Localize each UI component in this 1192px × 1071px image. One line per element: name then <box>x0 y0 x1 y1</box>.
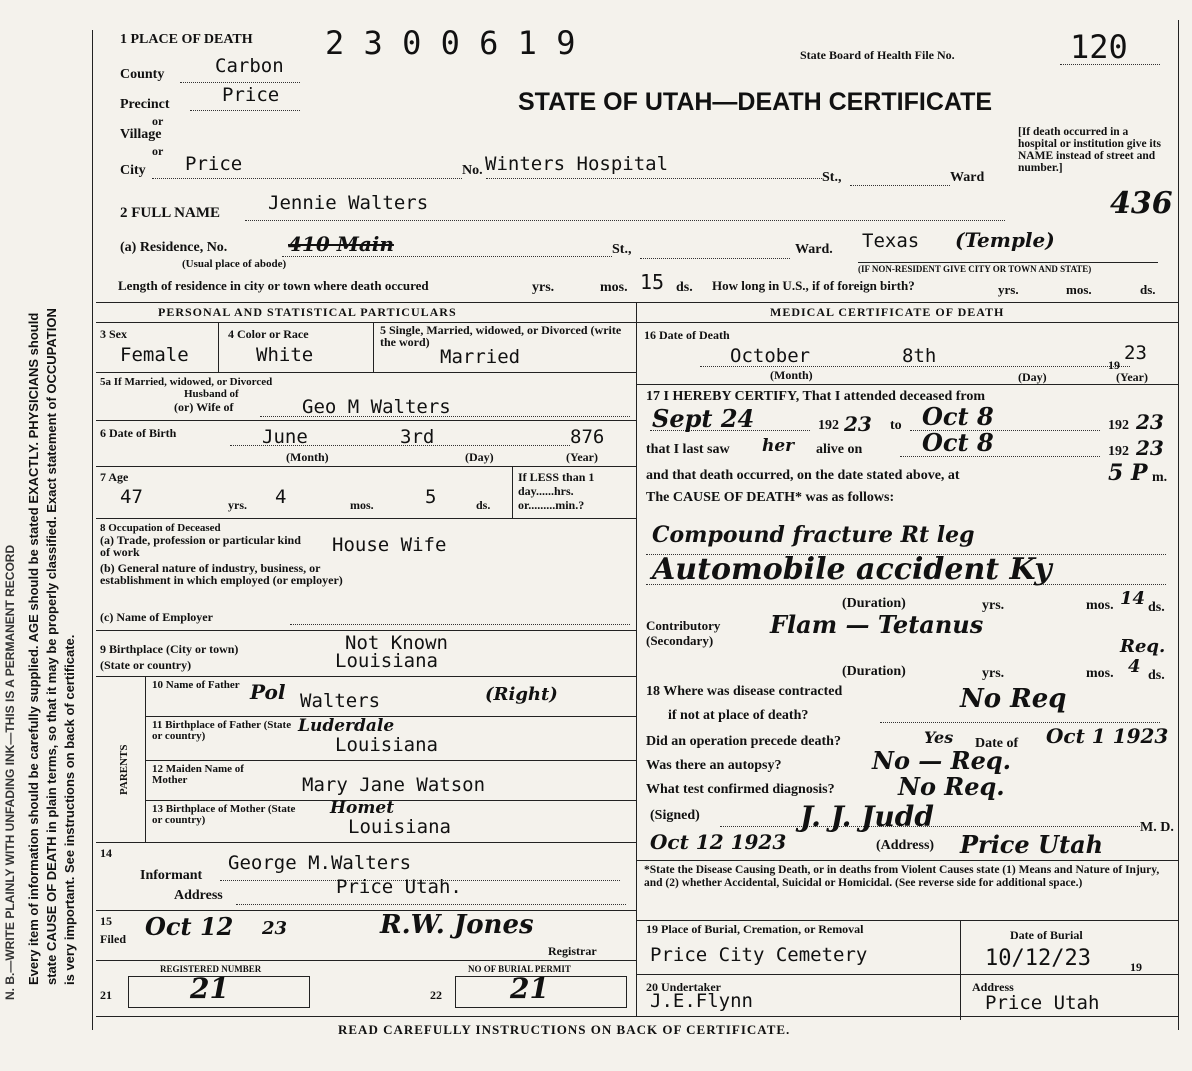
duration-ds-2: ds. <box>1148 668 1165 683</box>
contributory-label: Contributory (Secondary) <box>646 618 721 648</box>
left-border <box>92 30 93 1030</box>
undertaker-address: Price Utah <box>985 992 1100 1014</box>
color-value: White <box>256 344 314 366</box>
occupation-a-label: (a) Trade, profession or particular kind of work <box>100 533 301 559</box>
certify-label: 17 I HEREBY CERTIFY, That I attended deceased from <box>646 389 986 404</box>
footer-instructions: READ CAREFULLY INSTRUCTIONS ON BACK OF CERTIFICATE. <box>338 1022 791 1037</box>
precinct-value: Price <box>222 84 280 106</box>
mother-birthplace: Louisiana <box>348 816 451 838</box>
to-label: to <box>890 418 902 433</box>
abode-note: (Usual place of abode) <box>182 258 287 270</box>
registrar-signature: R.W. Jones <box>380 910 534 940</box>
certificate-number: 2 3 0 0 6 1 9 <box>325 24 576 62</box>
ward-label: Ward <box>950 170 985 185</box>
hospital-name: Winters Hospital <box>485 153 669 175</box>
side-instruction-1: Every item of information should be carefully supplied. AGE should be stated EXACTLY. PHYSICIANS should <box>26 312 41 985</box>
birthplace-state: Louisiana <box>335 650 438 672</box>
certificate-title: STATE OF UTAH—DEATH CERTIFICATE <box>518 88 993 116</box>
mother-birthplace-label: 13 Birthplace of Mother (State or country) <box>152 803 296 826</box>
burial-permit-number: 21 <box>510 972 549 1005</box>
length-mos-label: mos. <box>600 280 628 295</box>
burial-place: Price City Cemetery <box>650 944 868 966</box>
foreign-ds-label: ds. <box>1140 282 1156 297</box>
contracted-label: 18 Where was disease contracted <box>646 684 843 699</box>
spouse-value: Geo M Walters <box>302 396 451 418</box>
father-label: 10 Name of Father <box>152 679 240 691</box>
side-instruction-3: is very important. See instructions on back of certificate. <box>62 634 77 985</box>
test-label: What test confirmed diagnosis? <box>646 782 835 797</box>
filed-year: 23 <box>262 918 288 939</box>
death-month-caption: (Month) <box>770 368 813 382</box>
operation-value: Yes <box>924 728 954 747</box>
duration-label-2: (Duration) <box>842 664 906 679</box>
duration-mos-1: mos. <box>1086 598 1114 613</box>
informant-number: 14 <box>100 846 112 860</box>
death-day: 8th <box>902 345 937 367</box>
length-of-residence-label: Length of residence in city or town where death occured <box>118 278 429 293</box>
cause-of-death-label: The CAUSE OF DEATH* was as follows: <box>646 490 895 505</box>
contracted-label-2: if not at place of death? <box>668 708 809 723</box>
alive-date: Oct 8 <box>922 428 994 457</box>
spouse-label-1: 5a If Married, widowed, or Divorced <box>100 376 273 388</box>
color-label: 4 Color or Race <box>228 327 309 341</box>
personal-heading: PERSONAL AND STATISTICAL PARTICULARS <box>158 305 457 319</box>
column-divider <box>636 302 637 1017</box>
operation-date: Oct 1 1923 <box>1046 724 1169 748</box>
county-label: County <box>120 67 165 82</box>
precinct-label: Precinct <box>120 97 170 112</box>
right-border <box>1178 20 1179 1030</box>
father-note: (Right) <box>485 684 558 705</box>
age-months: 4 <box>275 486 287 508</box>
age-label: 7 Age <box>100 470 129 484</box>
father-birthplace-label: 11 Birthplace of Father (State or country) <box>152 719 292 742</box>
full-name-label: 2 FULL NAME <box>120 205 221 221</box>
residence-ward-label: Ward. <box>795 242 833 257</box>
physician-address: Price Utah <box>960 830 1104 859</box>
occupation-b-label: (b) General nature of industry, business, or establishment in which employed (or employer) <box>100 561 343 587</box>
signed-date: Oct 12 1923 <box>650 830 787 854</box>
filed-label: Filed <box>100 932 126 946</box>
dob-year: 876 <box>570 426 605 448</box>
contributory-cause: Flam — Tetanus <box>770 610 984 639</box>
age-ds-label: ds. <box>476 498 491 512</box>
village-label: Village <box>120 127 162 142</box>
registrar-label: Registrar <box>548 944 597 958</box>
duration-yrs-1: yrs. <box>982 598 1005 613</box>
death-year-prefix: 19 <box>1108 358 1120 372</box>
physician-address-label: (Address) <box>876 838 935 853</box>
foreign-yrs-label: yrs. <box>998 282 1019 297</box>
birthplace-state-label: (State or country) <box>100 658 192 672</box>
burial-place-label: 19 Place of Burial, Cremation, or Removal <box>646 922 864 936</box>
contracted-value: No Req <box>960 684 1067 714</box>
residence-ward-value: Texas <box>862 230 920 252</box>
informant-label: Informant <box>140 868 203 883</box>
death-day-caption: (Day) <box>1018 370 1047 384</box>
full-name-value: Jennie Walters <box>268 192 429 214</box>
less-than-day-label: If LESS than 1 day......hrs. or.........min.? <box>518 470 595 512</box>
marital-label: 5 Single, Married, widowed, or Divorced (write the word) <box>380 323 622 349</box>
age-yrs-label: yrs. <box>228 498 247 512</box>
father-birthplace: Louisiana <box>335 734 438 756</box>
father-hand: Pol <box>250 680 286 704</box>
father-birthplace-hand: Luderdale <box>298 716 395 736</box>
duration-1: 14 <box>1120 588 1146 609</box>
alive-on-label: alive on <box>816 442 863 457</box>
county-value: Carbon <box>215 55 284 77</box>
attended-to-prefix: 192 <box>1108 418 1129 433</box>
attended-from-date: Sept 24 <box>652 404 755 433</box>
cause-of-death-1: Compound fracture Rt leg <box>652 522 975 548</box>
burial-date: 10/12/23 <box>985 946 1091 971</box>
burial-date-label: Date of Burial <box>1010 928 1083 942</box>
or-label-2: or <box>152 144 164 158</box>
burial-permit-label: NO OF BURIAL PERMIT <box>468 964 571 974</box>
death-year-caption: (Year) <box>1116 370 1148 384</box>
st-label: St., <box>822 170 842 185</box>
undertaker-value: J.E.Flynn <box>650 990 753 1012</box>
employer-label: (c) Name of Employer <box>100 610 213 624</box>
length-yrs-label: yrs. <box>532 280 555 295</box>
cause-of-death-2: Automobile accident Ky <box>652 552 1052 587</box>
registered-number-label: REGISTERED NUMBER <box>160 964 262 974</box>
contributory-req: Req. <box>1120 636 1166 657</box>
city-label: City <box>120 163 146 178</box>
duration-yrs-2: yrs. <box>982 666 1005 681</box>
city-value: Price <box>185 153 243 175</box>
birthplace-city: Not Known <box>345 632 448 654</box>
age-days: 5 <box>425 486 437 508</box>
length-days-value: 15 <box>640 270 665 294</box>
signed-label: (Signed) <box>650 808 700 823</box>
item-21-label: 21 <box>100 988 112 1002</box>
dob-day: 3rd <box>400 426 435 448</box>
residence-label: (a) Residence, No. <box>120 240 228 255</box>
dob-month: June <box>262 426 308 448</box>
hospital-number: 436 <box>1110 186 1173 221</box>
undertaker-label: 20 Undertaker <box>646 980 721 994</box>
attended-to-year: 23 <box>1136 410 1164 434</box>
undertaker-address-label: Address <box>972 980 1014 994</box>
foreign-mos-label: mos. <box>1066 282 1092 297</box>
nonresident-note: (IF NON-RESIDENT GIVE CITY OR TOWN AND STATE) <box>858 264 1092 274</box>
attended-to-date: Oct 8 <box>922 402 994 431</box>
mother-value: Mary Jane Watson <box>302 774 486 796</box>
test-value: No Req. <box>898 772 1005 801</box>
physician-signature: J. J. Judd <box>800 800 934 833</box>
death-time: 5 P <box>1108 460 1148 486</box>
file-number-label: State Board of Health File No. <box>800 48 955 62</box>
no-label: No. <box>462 163 483 178</box>
residence-ward-hand: (Temple) <box>955 228 1055 252</box>
occupation-label: 8 Occupation of Deceased <box>100 522 221 534</box>
autopsy-label: Was there an autopsy? <box>646 758 782 773</box>
file-number: 120 <box>1070 28 1128 66</box>
informant-address-label: Address <box>174 888 223 903</box>
dob-month-caption: (Month) <box>286 450 329 464</box>
burial-date-suffix: 19 <box>1130 960 1142 974</box>
side-instruction-2: state CAUSE OF DEATH in plain terms, so that it may be properly classified. Exact statement of OCCUPATION <box>44 308 59 985</box>
sex-label: 3 Sex <box>100 327 127 341</box>
sex-value: Female <box>120 344 189 366</box>
spouse-label-3: (or) Wife of <box>174 400 234 414</box>
death-month: October <box>730 345 811 367</box>
duration-mos-2: mos. <box>1086 666 1114 681</box>
foreign-birth-label: How long in U.S., if of foreign birth? <box>712 278 915 293</box>
residence-value: 410 Main <box>288 232 394 256</box>
alive-year: 23 <box>1136 436 1164 460</box>
death-time-suffix: m. <box>1152 470 1168 485</box>
length-ds-label: ds. <box>676 280 693 295</box>
registered-number: 21 <box>190 972 229 1005</box>
father-value: Walters <box>300 690 381 712</box>
hospital-note: [If death occurred in a hospital or institution give its NAME instead of street and number.] <box>1018 126 1161 174</box>
duration-label-1: (Duration) <box>842 596 906 611</box>
last-saw-label: that I last saw <box>646 442 730 457</box>
date-of-death-label: 16 Date of Death <box>644 328 730 342</box>
alive-year-prefix: 192 <box>1108 444 1129 459</box>
filed-number: 15 <box>100 914 112 928</box>
side-warning: N. B.—WRITE PLAINLY WITH UNFADING INK—THIS IS A PERMANENT RECORD <box>3 544 17 1000</box>
operation-label: Did an operation precede death? <box>646 734 841 749</box>
age-mos-label: mos. <box>350 498 374 512</box>
parents-label: PARENTS <box>118 744 130 795</box>
autopsy-value: No — Req. <box>872 746 1012 775</box>
filed-date: Oct 12 <box>145 912 234 941</box>
or-label-1: or <box>152 114 164 128</box>
age-years: 47 <box>120 486 143 508</box>
attended-year-prefix: 192 <box>818 418 839 433</box>
footnote: *State the Disease Causing Death, or in deaths from Violent Causes state (1) Means and Nature of Injury, and (2) whether Accidental, Suicidal or Homicidal. (See reverse side for additional space.) <box>644 864 1160 889</box>
occupation-value: House Wife <box>332 534 447 556</box>
residence-st-label: St., <box>612 242 632 257</box>
last-saw-her: her <box>762 436 795 456</box>
death-year: 23 <box>1124 342 1147 364</box>
marital-value: Married <box>440 346 521 368</box>
informant-value: George M.Walters <box>228 852 412 874</box>
medical-heading: MEDICAL CERTIFICATE OF DEATH <box>770 305 1005 319</box>
duration-ds-1: ds. <box>1148 600 1165 615</box>
spouse-label-2: Husband of <box>184 388 239 400</box>
informant-address: Price Utah. <box>336 876 462 898</box>
place-of-death-label: 1 PLACE OF DEATH <box>120 32 253 47</box>
attended-from-year: 23 <box>844 412 872 436</box>
birthplace-label: 9 Birthplace (City or town) <box>100 642 239 656</box>
mother-label: 12 Maiden Name of Mother <box>152 763 244 786</box>
death-occurred-label: and that death occurred, on the date stated above, at <box>646 468 960 483</box>
dob-day-caption: (Day) <box>465 450 494 464</box>
mother-birthplace-hand: Homet <box>330 798 395 818</box>
dob-year-caption: (Year) <box>566 450 598 464</box>
duration-2: 4 <box>1128 656 1141 677</box>
dob-label: 6 Date of Birth <box>100 426 177 440</box>
md-label: M. D. <box>1140 820 1174 835</box>
item-22-label: 22 <box>430 988 442 1002</box>
operation-date-label: Date of <box>975 736 1019 751</box>
